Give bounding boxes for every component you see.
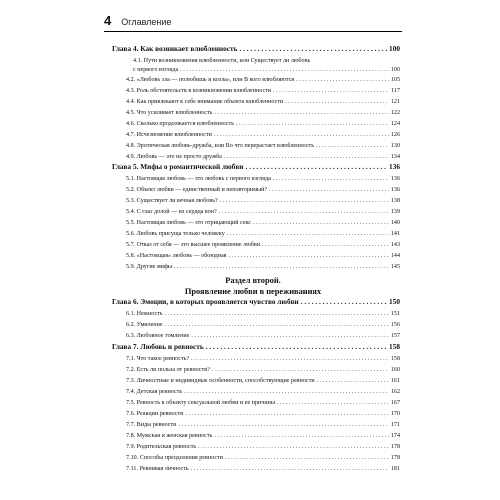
page-ref: 139 (390, 209, 400, 215)
section-entry (126, 443, 400, 451)
page-ref: 178 (390, 444, 400, 450)
leader-dots (316, 142, 389, 150)
section-entry (126, 410, 400, 418)
leader-dots (178, 421, 388, 429)
leader-dots (273, 87, 389, 95)
leader-dots (262, 241, 389, 249)
page-ref: 145 (390, 264, 400, 270)
leader-dots (191, 465, 389, 473)
section-entry (126, 131, 400, 139)
section-label: 7.5. Ревность к объекту сексуальной любви и ее причины (126, 400, 275, 406)
leader-dots (236, 120, 389, 128)
page-ref: 136 (390, 187, 400, 193)
leader-dots (296, 76, 389, 84)
page-ref: 100 (389, 44, 400, 53)
leader-dots (212, 366, 389, 374)
page-ref: 136 (390, 176, 400, 182)
page-ref: 181 (390, 466, 400, 472)
section-entry (126, 153, 400, 161)
leader-dots (214, 109, 388, 117)
page-ref: 126 (390, 132, 400, 138)
leader-dots (225, 454, 389, 462)
part-heading-line-2: Проявление любви в переживаниях (184, 287, 322, 296)
section-entry (126, 399, 400, 407)
page-ref: 158 (390, 356, 400, 362)
leader-dots (239, 44, 387, 54)
section-entry (126, 332, 400, 340)
page-ref: 144 (390, 253, 400, 259)
section-entry (126, 377, 400, 385)
section-label: 7.8. Мужская и женская ревность (126, 433, 213, 439)
leader-dots (301, 297, 387, 307)
section-label: 7.6. Реакции ревности (126, 411, 184, 417)
section-entry (126, 76, 400, 84)
page-ref: 121 (390, 99, 400, 105)
page-ref: 160 (390, 367, 400, 373)
chapter-4-entry (112, 44, 400, 54)
section-label: 4.8. Эротическая любовь-дружба, или Во что перерастает влюбленность (126, 143, 314, 149)
section-label: с первого взгляда (133, 67, 179, 73)
page-ref: 100 (390, 67, 400, 73)
page-ref: 134 (390, 154, 400, 160)
leader-dots (245, 162, 387, 172)
section-entry (126, 175, 400, 183)
page-ref: 151 (390, 311, 400, 317)
page-ref: 167 (390, 400, 400, 406)
leader-dots (317, 377, 389, 385)
section-label: 6.1. Нежность (126, 311, 163, 317)
leader-dots (198, 443, 389, 451)
section-label: 6.2. Умиление (126, 322, 163, 328)
page-ref: 158 (389, 342, 400, 351)
section-entry (126, 208, 400, 216)
leader-dots (191, 332, 389, 340)
page-ref: 140 (390, 220, 400, 226)
page-ref: 130 (390, 143, 400, 149)
section-label: 5.4. С глаз долой — из сердца вон? (126, 209, 217, 215)
leader-dots (224, 153, 389, 161)
chapter-title: Глава 6. Эмоции, в которых проявляется чувство любви (112, 297, 299, 306)
section-label: 6.3. Любовное томление (126, 333, 190, 339)
section-label: 7.7. Виды ревности (126, 422, 177, 428)
page-header (104, 12, 404, 28)
section-entry (126, 355, 400, 363)
leader-dots (174, 263, 389, 271)
header-rule (104, 31, 402, 32)
section-label: 7.4. Детская ревность (126, 389, 183, 395)
section-entry (126, 252, 400, 260)
chapter-title: Глава 7. Любовь и ревность (112, 342, 204, 351)
leader-dots (227, 230, 389, 238)
section-entry-continued (133, 66, 400, 74)
leader-dots (214, 131, 389, 139)
section-label: 5.2. Объект любви — единственный и неповторимый? (126, 187, 268, 193)
section-entry (126, 263, 400, 271)
section-label: 4.1. Пути возникновения влюбленности, или Существует ли любовь (133, 58, 311, 64)
page-ref: 161 (390, 378, 400, 384)
leader-dots (277, 399, 389, 407)
page-ref: 117 (391, 88, 400, 94)
section-entry (126, 219, 400, 227)
section-label: 4.6. Сколько продолжается влюбленность (126, 121, 235, 127)
page-ref: 170 (390, 411, 400, 417)
leader-dots (165, 310, 389, 318)
page-ref: 162 (390, 389, 400, 395)
section-label: 5.5. Настоящая любовь — это отрицающий секс (126, 220, 252, 226)
page-ref: 136 (389, 162, 400, 171)
section-entry (126, 230, 400, 238)
section-label: 5.3. Существует ли вечная любовь? (126, 198, 218, 204)
chapter-title: Глава 4. Как возникает влюбленность (112, 44, 238, 53)
section-entry (126, 421, 400, 429)
section-entry (126, 388, 400, 396)
leader-dots (180, 66, 389, 74)
leader-dots (220, 197, 389, 205)
section-entry (126, 241, 400, 249)
section-label: 4.7. Исчезновение влюбленности (126, 132, 212, 138)
section-label: 4.3. Роль обстоятельств в возникновении влюбленности (126, 88, 272, 94)
page-number: 4 (104, 13, 112, 28)
leader-dots (228, 252, 388, 260)
section-label: 5.6. Любовь присуща только человеку (126, 231, 225, 237)
section-entry (126, 109, 400, 117)
page-ref: 157 (390, 333, 400, 339)
section-label: 4.9. Любовь — это не просто дружба (126, 154, 222, 160)
section-entry (126, 197, 400, 205)
chapter-7-entry (112, 342, 400, 352)
section-entry (126, 310, 400, 318)
page-ref: 171 (390, 422, 400, 428)
leader-dots (184, 388, 389, 396)
section-label: 7.11. Ревнивая личность (126, 466, 189, 472)
section-label: 7.10. Способы преодоления ревности (126, 455, 223, 461)
section-label: 5.7. Отказ от себя — это высшее проявление любви (126, 242, 260, 248)
leader-dots (219, 208, 389, 216)
page-ref: 143 (390, 242, 400, 248)
running-header-title: Оглавление (121, 17, 172, 27)
section-entry (133, 57, 395, 65)
section-entry (126, 366, 400, 374)
leader-dots (206, 342, 387, 352)
section-label: 7.2. Есть ли польза от ревности? (126, 367, 211, 373)
leader-dots (191, 355, 389, 363)
section-entry (126, 432, 400, 440)
section-entry (126, 454, 400, 462)
page-ref: 105 (390, 77, 400, 83)
section-entry (126, 120, 400, 128)
section-label: 7.3. Личностные и индивидные особенности, способствующие ревности (126, 378, 315, 384)
section-label: 4.4. Как привлекают к себе внимание объекта влюбленности (126, 99, 284, 105)
leader-dots (285, 98, 389, 106)
section-label: 7.1. Что такое ревность? (126, 356, 190, 362)
leader-dots (269, 186, 389, 194)
page-ref: 122 (390, 110, 400, 116)
leader-dots (273, 175, 389, 183)
part-heading-line-1: Раздел второй. (225, 276, 281, 285)
section-entry (126, 321, 400, 329)
leader-dots (214, 432, 389, 440)
leader-dots (253, 219, 389, 227)
page-ref: 174 (390, 433, 400, 439)
chapter-6-entry (112, 297, 400, 307)
page-ref: 124 (390, 121, 400, 127)
page-ref: 138 (390, 198, 400, 204)
chapter-5-entry (112, 162, 400, 172)
page-ref: 178 (390, 455, 400, 461)
leader-dots (185, 410, 388, 418)
section-entry (126, 87, 400, 95)
section-label: 5.1. Настоящая любовь — это любовь с первого взгляда (126, 176, 271, 182)
section-label: 5.9. Другие мифы (126, 264, 172, 270)
chapter-title: Глава 5. Мифы о романтической любви (112, 162, 244, 171)
page-ref: 156 (390, 322, 400, 328)
section-label: 4.5. Что усиливает влюбленность (126, 110, 213, 116)
section-entry (126, 98, 400, 106)
section-label: 4.2. «Любовь зла — полюбишь и козла», или В кого влюбляются (126, 77, 295, 83)
section-entry (126, 465, 400, 473)
section-entry (126, 186, 400, 194)
leader-dots (165, 321, 389, 329)
section-label: 7.9. Родительская ревность (126, 444, 197, 450)
section-label: 5.8. «Настоящая» любовь — обоюдная (126, 253, 227, 259)
page-ref: 141 (390, 231, 400, 237)
section-entry (126, 142, 400, 150)
page-ref: 150 (389, 297, 400, 306)
